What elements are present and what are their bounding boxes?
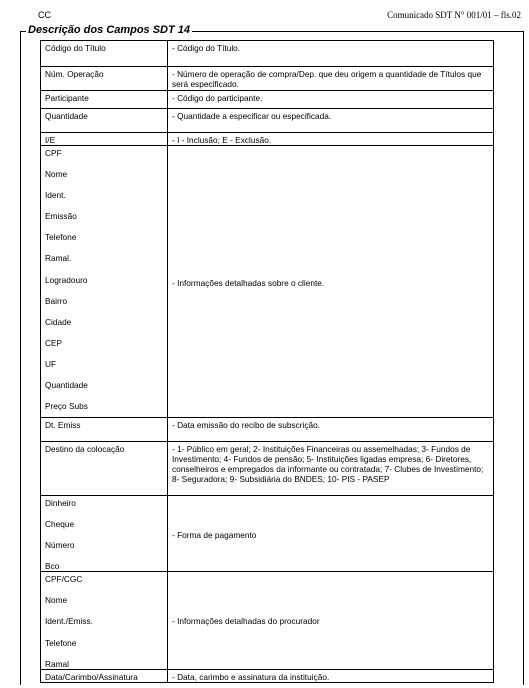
payment-group-row [41,496,494,572]
header-right: Comunicado SDT N° 001/01 – fls.02 [387,10,521,20]
table-row [41,109,494,133]
procurador-field-list [41,572,168,669]
destino-desc: - 1- Público em geral; 2- Instituições Financeiras ou assemelhadas; 3- Fundos de Investimento; 4- Fundos de pensão; 5- Instituições ligadas empresa; 6- Diretores, conselheiros e empregados da informante ou contratada; 7- Clubes de Investimento; 8- Seguradora; 9- Subsidiária do BNDES; 10- PIS - PASEP [168,442,494,496]
procurador-group-desc: - Informações detalhadas do procurador [168,572,494,669]
field-desc: - Quantidade a especificar ou especificada. [168,109,494,133]
table-row [41,41,494,67]
client-group-desc: - Informações detalhadas sobre o cliente. [168,146,494,418]
field-desc: - Data emissão do recibo de subscrição. [168,418,494,442]
field-desc: - I - Inclusão; E - Exclusão. [168,133,494,146]
field-name: Quantidade [41,109,168,133]
field-name: Quantidade [45,380,88,391]
field-name: Emissão [45,211,77,222]
field-name: I/E [41,133,168,146]
field-name: Bco [45,561,60,572]
field-name: UF [45,358,57,369]
field-name: Número [45,540,75,551]
field-name: Cheque [45,519,75,530]
table-row [41,442,494,496]
field-name: Logradouro [45,274,88,285]
field-name: Código do Título [41,41,168,67]
payment-group-desc: - Forma de pagamento [168,496,494,572]
field-name: Telefone [45,637,77,648]
field-name: Participante [41,91,168,109]
field-name: Nome [45,595,68,606]
field-name: CEP [45,337,63,348]
payment-field-list [41,496,168,572]
field-name: Ident./Emiss. [45,616,93,627]
header-left: CC [38,10,51,20]
field-name: Cidade [45,316,72,327]
section-title: Descrição dos Campos SDT 14 [28,24,191,36]
field-name: Destino da colocação [41,442,168,496]
field-name: Nome [45,169,68,180]
field-name: Dt. Emiss [41,418,168,442]
field-name: Ident. [45,190,66,201]
field-name: Ramal [45,658,69,669]
table-row [41,669,494,682]
field-name: CPF/CGC [45,574,83,585]
field-name: Preço Subs [45,401,88,412]
field-name: Ramal. [45,253,72,264]
field-name: Telefone [45,232,77,243]
field-name: Data/Carimbo/Assinatura [41,669,168,682]
field-desc: - Número de operação de compra/Dep. que deu origem a quantidade de Títulos que será especificado. [168,67,494,91]
table-row [41,67,494,91]
table-row [41,133,494,146]
field-desc: - Código do participante. [168,91,494,109]
field-name: CPF [45,148,62,158]
field-desc: - Código do Título. [168,41,494,67]
field-name: Núm. Operação [41,67,168,91]
table-row [41,418,494,442]
field-name: Bairro [45,295,68,306]
field-name: Dinheiro [45,498,76,508]
fields-table [40,40,494,683]
client-field-list [41,146,168,418]
procurador-group-row [41,572,494,669]
table-row [41,91,494,109]
client-group-row [41,146,494,418]
field-desc: - Data, carimbo e assinatura da instituição. [168,669,494,682]
